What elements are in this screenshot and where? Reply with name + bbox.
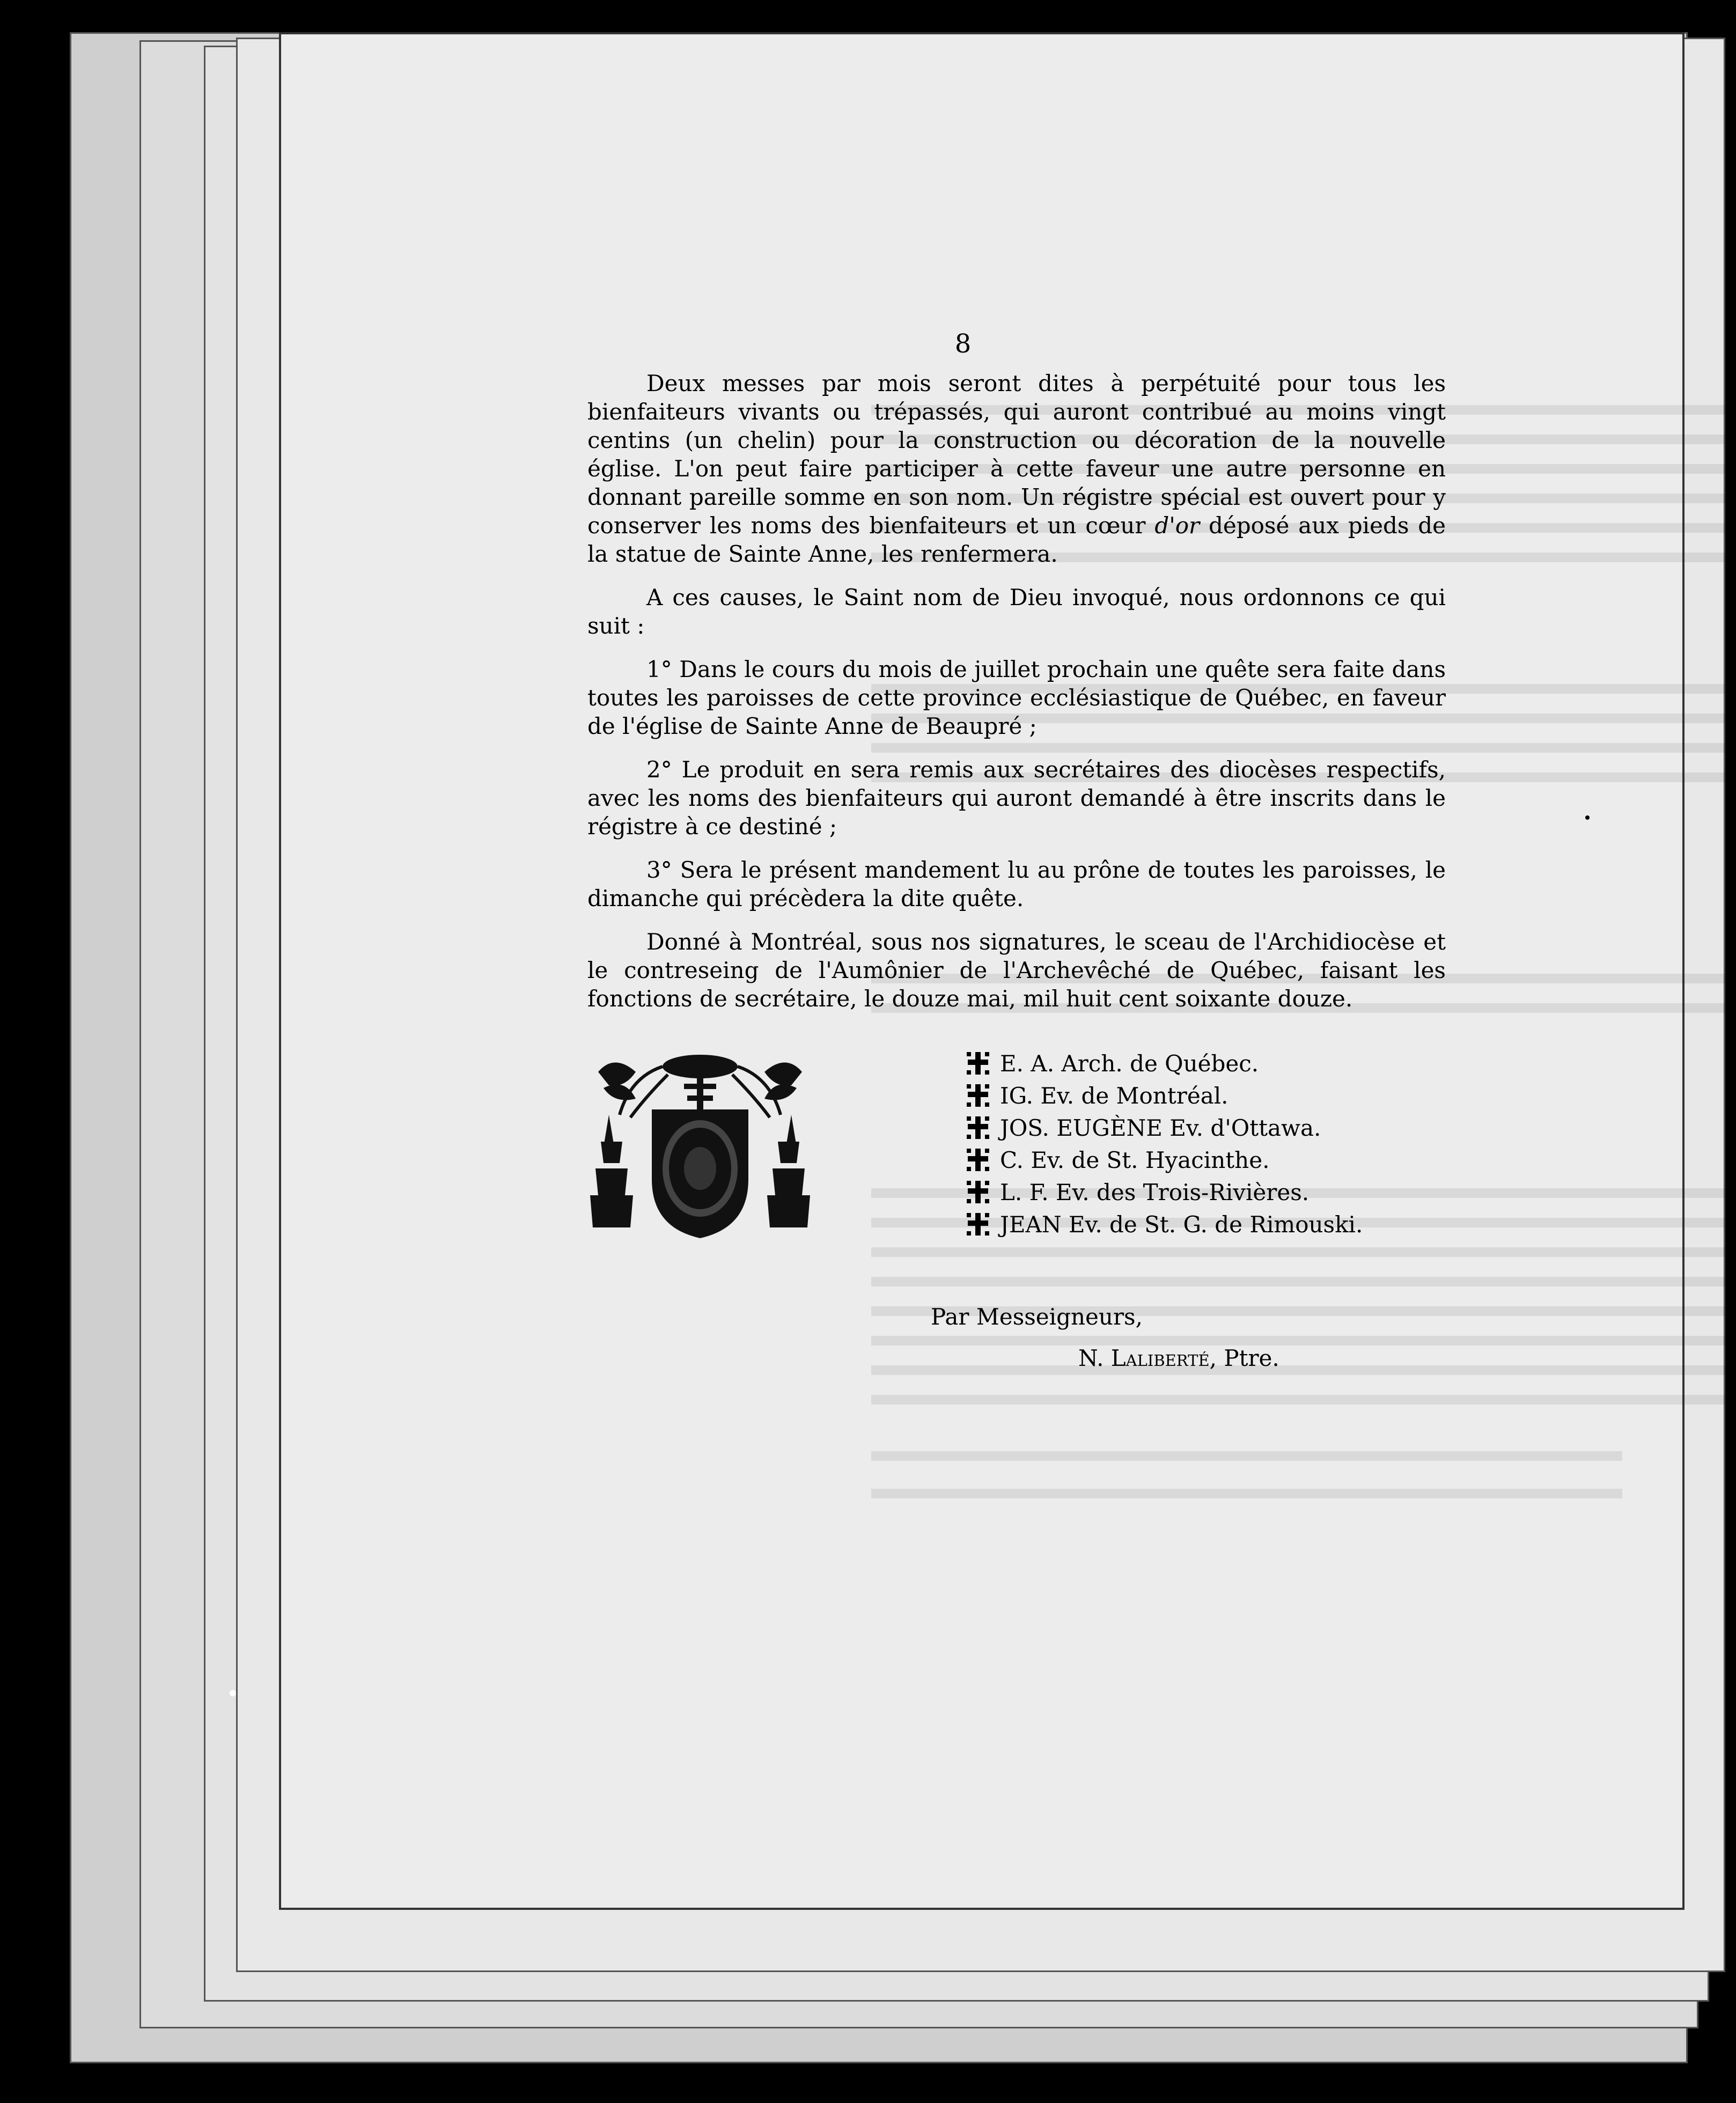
episcopal-cross-icon [966,1051,990,1076]
signatory [966,1144,1363,1176]
paragraph-item-1: 1° Dans le cours du mois de juillet prochain une quête sera faite dans toutes les paroisses de cette province ecclésiastique de Québec, en faveur de l'église de Sainte Anne de Beaupré ; [587,656,1446,739]
signatory-name: C. Ev. de St. Hyacinthe. [1000,1146,1270,1173]
paragraph-given-at: Donné à Montréal, sous nos signatures, le sceau de l'Archidiocèse et le contreseing de l'Aumônier de l'Archevêché de Québec, faisant les fonctions de secrétaire, le douze mai, mil huit cent soixante douze. [587,929,1446,1012]
signatory-name: JEAN Ev. de St. G. de Rimouski. [1000,1211,1363,1238]
signatory [966,1047,1363,1079]
signatory [966,1208,1363,1240]
signatory [966,1079,1363,1112]
paragraph-masses [587,369,1446,568]
signer-surname: Laliberté [1110,1345,1210,1371]
signatory-name: IG. Ev. de Montréal. [1000,1082,1229,1109]
scan-speck [230,1690,236,1696]
episcopal-cross-icon [966,1148,990,1172]
signatory [966,1112,1363,1144]
signatory [966,1176,1363,1208]
episcopal-cross-icon [966,1180,990,1204]
episcopal-cross-icon [966,1083,990,1108]
signatory-name: L. F. Ev. des Trois-Rivières. [1000,1179,1310,1205]
episcopal-cross-icon [966,1212,990,1237]
signature-block [587,1050,1446,1303]
secretary-signature [1078,1344,1446,1372]
signatory-name: JOS. EUGÈNE Ev. d'Ottawa. [1000,1114,1321,1141]
paragraph-item-2: 2° Le produit en sera remis aux secrétaires des diocèses respectifs, avec les noms des bienfaiteurs qui auront demandé à être inscrits dans le régistre à ce destiné ; [587,756,1446,840]
paragraph-text: Deux messes par mois seront dites à perpétuité pour tous les bienfaiteurs vivants ou trépassés, qui auront contribué au moins vingt centins (un chelin) pour la construction ou décoration de la nouvelle église. L'on peut faire participer à cette faveur une autre personne en donnant pareille somme en son nom. Un régistre spécial est ouvert pour y conserver les noms des bienfaiteurs et un cœur [587,370,1446,539]
signatory-name: E. A. Arch. de Québec. [1000,1050,1259,1077]
scan-speck [1585,815,1590,820]
signer-initial: N. [1078,1345,1111,1371]
episcopal-cross-icon [966,1115,990,1140]
paragraph-emphasis: d'or [1154,512,1200,539]
paragraph-text: déposé aux pieds de la statue de Sainte Anne, les renfermera. [587,512,1446,567]
signatories-list [966,1047,1363,1240]
paragraph-item-3: 3° Sera le présent mandement lu au prône de toutes les paroisses, le dimanche qui précèdera la dite quête. [587,857,1446,911]
signer-suffix: , Ptre. [1209,1345,1279,1371]
archdiocese-seal-icon [587,1050,813,1244]
par-messeigneurs: Par Messeigneurs, [931,1304,1143,1330]
document-body [587,330,1446,1372]
paragraph-causes: A ces causes, le Saint nom de Dieu invoqué, nous ordonnons ce qui suit : [587,584,1446,639]
page-number: 8 [954,329,972,359]
